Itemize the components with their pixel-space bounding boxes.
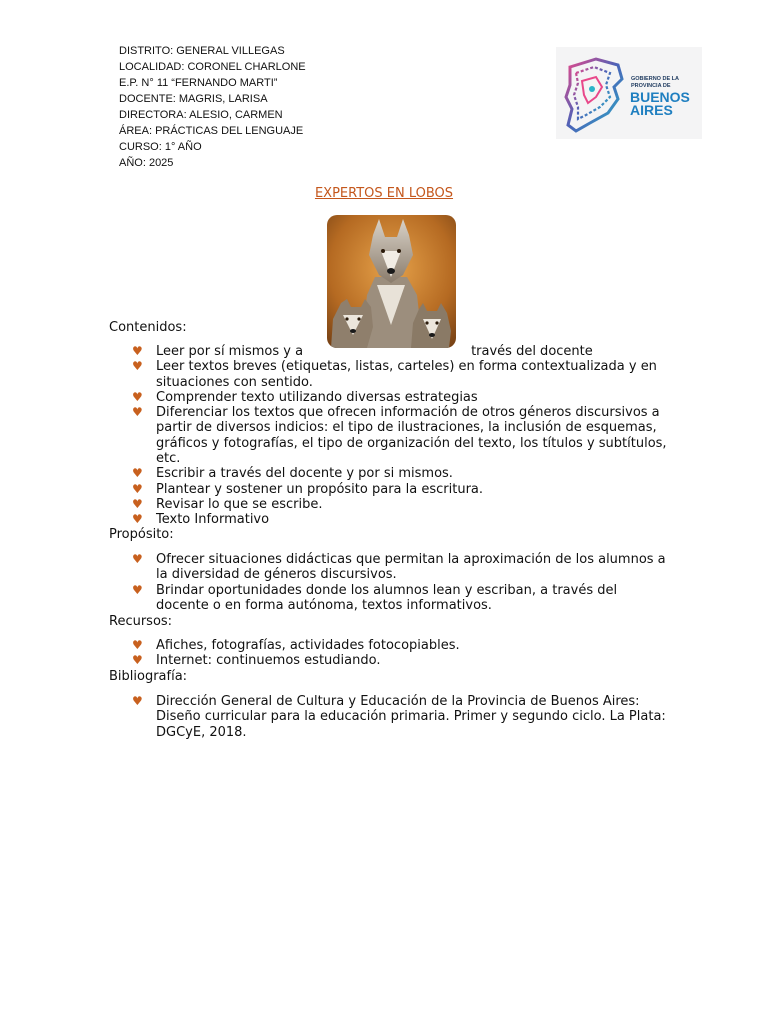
list-item: ♥ Plantear y sostener un propósito para la escritura. <box>132 481 484 497</box>
logo-line-1: GOBIERNO DE LA <box>631 76 679 82</box>
header-line-area: ÁREA: PRÁCTICAS DEL LENGUAJE <box>119 125 304 137</box>
list-item: ♥ Diferenciar los textos que ofrecen información de otros géneros discursivos a partir de diversos indicios: el tipo de ilustraciones, la inclusión de esquemas, gráficos y fotografías, el tipo de organización del texto, los títulos y subtítulos, etc. <box>132 405 667 467</box>
header-line-locality: LOCALIDAD: CORONEL CHARLONE <box>119 61 306 73</box>
heart-bullet-icon: ♥ <box>132 481 143 496</box>
list-item: ♥ Afiches, fotografías, actividades fotocopiables. <box>132 638 460 653</box>
heart-bullet-icon: ♥ <box>132 405 143 420</box>
list-item: ♥ Texto Informativo <box>132 512 270 528</box>
section-label-bibliografia: Bibliografía: <box>109 669 188 684</box>
heart-bullet-icon: ♥ <box>132 512 143 527</box>
heart-bullet-icon: ♥ <box>132 359 143 374</box>
list-item: ♥ Comprender texto utilizando diversas estrategias <box>132 389 478 405</box>
logo-line-4: AIRES <box>630 102 673 118</box>
header-line-district: DISTRITO: GENERAL VILLEGAS <box>119 45 285 57</box>
contenidos-list <box>132 344 672 528</box>
section-label-proposito: Propósito: <box>109 527 174 542</box>
logo-line-3: BUENOS <box>630 89 690 105</box>
section-label-recursos: Recursos: <box>109 614 173 629</box>
header-line-director: DIRECTORA: ALESIO, CARMEN <box>119 109 283 121</box>
list-item: ♥ Leer por sí mismos y a través del docente <box>132 344 593 359</box>
list-item: ♥ Leer textos breves (etiquetas, listas, carteles) en forma contextualizada y en situaciones con sentido. <box>132 359 657 390</box>
page-title: EXPERTOS EN LOBOS <box>314 186 454 201</box>
heart-bullet-icon: ♥ <box>132 389 143 404</box>
recursos-list <box>132 638 672 669</box>
heart-bullet-icon: ♥ <box>132 638 143 652</box>
list-item: ♥ Internet: continuemos estudiando. <box>132 653 381 669</box>
list-item: ♥ Revisar lo que se escribe. <box>132 496 323 512</box>
header-line-teacher: DOCENTE: MAGRIS, LARISA <box>119 93 268 105</box>
heart-bullet-icon: ♥ <box>132 694 143 708</box>
list-item: ♥ Escribir a través del docente y por si mismos. <box>132 466 453 482</box>
heart-bullet-icon: ♥ <box>132 344 143 358</box>
heart-bullet-icon: ♥ <box>132 552 143 566</box>
wolves-photo <box>327 215 456 348</box>
bibliografia-list <box>132 694 672 740</box>
header-line-course: CURSO: 1° AÑO <box>119 141 202 153</box>
buenos-aires-government-logo <box>556 47 702 139</box>
list-item: ♥ Dirección General de Cultura y Educación de la Provincia de Buenos Aires: Diseño curricular para la educación primaria. Primer y segundo ciclo. La Plata: DGCyE, 2018. <box>132 694 666 740</box>
header-line-school: E.P. N° 11 “FERNANDO MARTI” <box>119 77 278 89</box>
header-line-year: AÑO: 2025 <box>119 157 174 169</box>
heart-bullet-icon: ♥ <box>132 496 143 511</box>
heart-bullet-icon: ♥ <box>132 466 143 481</box>
heart-bullet-icon: ♥ <box>132 653 143 668</box>
heart-bullet-icon: ♥ <box>132 582 143 597</box>
school-header <box>119 43 306 171</box>
proposito-list <box>132 552 672 613</box>
list-item: ♥ Brindar oportunidades donde los alumnos lean y escriban, a través del docente o en forma autónoma, textos informativos. <box>132 582 618 613</box>
section-label-contenidos: Contenidos: <box>109 320 187 335</box>
logo-line-2: PROVINCIA DE <box>631 83 671 89</box>
province-map-icon <box>556 47 702 139</box>
list-item: ♥ Ofrecer situaciones didácticas que permitan la aproximación de los alumnos a la diversidad de géneros discursivos. <box>132 552 666 583</box>
